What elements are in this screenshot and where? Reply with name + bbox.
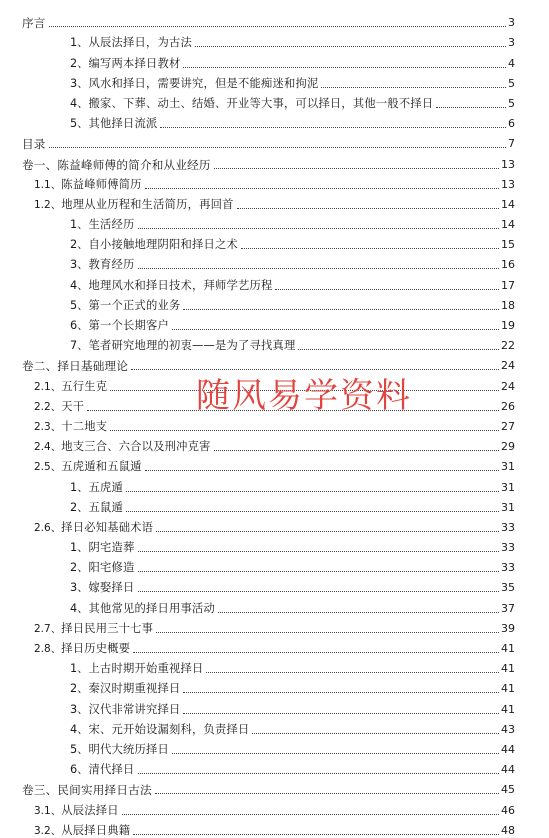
dot-leader bbox=[183, 66, 506, 68]
toc-entry-page-number: 33 bbox=[501, 541, 515, 555]
dot-leader bbox=[298, 348, 499, 350]
toc-entry-page-number: 46 bbox=[501, 803, 515, 817]
toc-entry[interactable] bbox=[0, 172, 549, 192]
toc-entry[interactable] bbox=[0, 474, 549, 494]
toc-entry[interactable] bbox=[0, 495, 549, 515]
toc-entry-title: 生活经历 bbox=[88, 218, 135, 232]
toc-entry-page-number: 33 bbox=[501, 520, 515, 534]
toc-entry-number: 3.1、 bbox=[34, 804, 62, 817]
toc-entry-title: 搬家、下葬、动土、结婚、开业等大事，可以择日，其他一般不择日 bbox=[88, 96, 434, 110]
dot-leader bbox=[321, 86, 506, 88]
toc-entry-page-number: 5 bbox=[508, 96, 515, 110]
toc-entry-title: 笔者研究地理的初衷——是为了寻找真理 bbox=[88, 339, 296, 353]
toc-entry-title: 序言 bbox=[22, 16, 46, 31]
toc-entry-number: 5、 bbox=[70, 298, 89, 312]
toc-entry-page-number: 18 bbox=[501, 298, 515, 312]
dot-leader bbox=[172, 752, 499, 754]
dot-leader bbox=[133, 651, 499, 653]
toc-entry-title: 自小接触地理阴阳和择日之术 bbox=[88, 238, 238, 252]
toc-entry-page-number: 13 bbox=[501, 177, 515, 191]
toc-entry-number: 3、 bbox=[70, 581, 89, 595]
toc-entry-page-number: 4 bbox=[508, 56, 515, 70]
toc-entry-title: 清代择日 bbox=[88, 763, 135, 777]
toc-entry-number: 5、 bbox=[70, 117, 89, 131]
toc-entry-number: 2.1、 bbox=[34, 380, 62, 393]
toc-entry-title: 第一个长期客户 bbox=[88, 319, 169, 332]
dot-leader bbox=[138, 772, 500, 774]
toc-entry-page-number: 45 bbox=[501, 783, 515, 797]
toc-entry-number: 2.4、 bbox=[34, 441, 62, 454]
dot-leader bbox=[138, 570, 500, 572]
dot-leader bbox=[126, 510, 499, 512]
toc-entry-title: 阴宅造葬 bbox=[88, 541, 135, 555]
toc-entry[interactable] bbox=[0, 595, 549, 615]
toc-entry-page-number: 48 bbox=[501, 823, 515, 837]
toc-entry[interactable] bbox=[0, 10, 549, 30]
toc-entry-title: 从辰法择日 bbox=[61, 803, 119, 817]
dot-leader bbox=[183, 712, 499, 714]
toc-entry[interactable] bbox=[0, 515, 549, 535]
toc-entry-number: 1.1、 bbox=[34, 178, 62, 191]
toc-entry[interactable] bbox=[0, 434, 549, 454]
toc-entry-title: 风水和择日，需要讲究，但是不能痴迷和拘泥 bbox=[88, 76, 319, 90]
dot-leader bbox=[138, 590, 500, 592]
toc-entry[interactable] bbox=[0, 50, 549, 70]
toc-entry-title: 择日必知基础术语 bbox=[61, 520, 154, 534]
toc-entry[interactable] bbox=[0, 535, 549, 555]
toc-entry-number: 2.3、 bbox=[34, 420, 62, 433]
toc-entry-page-number: 31 bbox=[501, 500, 515, 514]
toc-entry-number: 2.7、 bbox=[34, 622, 62, 635]
toc-entry[interactable] bbox=[0, 111, 549, 131]
toc-entry-page-number: 44 bbox=[501, 763, 515, 777]
dot-leader bbox=[145, 187, 499, 189]
toc-entry-title: 地理风水和择日技术，拜师学艺历程 bbox=[88, 278, 273, 292]
toc-entry-page-number: 17 bbox=[501, 278, 515, 292]
dot-leader bbox=[122, 813, 499, 815]
toc-entry[interactable] bbox=[0, 131, 549, 151]
toc-entry-page-number: 26 bbox=[501, 399, 515, 413]
toc-entry-title: 五鼠遁 bbox=[88, 500, 123, 514]
toc-entry[interactable] bbox=[0, 252, 549, 272]
toc-entry-number: 4、 bbox=[70, 601, 89, 615]
dot-leader bbox=[156, 530, 499, 532]
toc-entry-title: 其他择日流派 bbox=[88, 117, 158, 131]
toc-entry[interactable] bbox=[0, 333, 549, 353]
toc-entry-title: 目录 bbox=[22, 137, 46, 152]
dot-leader bbox=[241, 247, 499, 249]
dot-leader bbox=[214, 167, 499, 169]
toc-entry[interactable] bbox=[0, 737, 549, 757]
toc-entry[interactable] bbox=[0, 656, 549, 676]
toc-entry-number: 6、 bbox=[70, 319, 89, 332]
toc-entry-number: 7、 bbox=[70, 339, 89, 353]
toc-entry[interactable] bbox=[0, 797, 549, 817]
toc-entry-number: 6、 bbox=[70, 763, 89, 777]
toc-entry[interactable] bbox=[0, 757, 549, 777]
toc-entry[interactable] bbox=[0, 272, 549, 292]
toc-entry[interactable] bbox=[0, 30, 549, 50]
toc-entry-title: 卷一、陈益峰师傅的简介和从业经历 bbox=[22, 157, 211, 172]
toc-entry-page-number: 43 bbox=[501, 722, 515, 736]
toc-entry-number: 2、 bbox=[70, 56, 89, 70]
toc-entry-title: 秦汉时期重视择日 bbox=[88, 682, 181, 696]
toc-entry-number: 3、 bbox=[70, 702, 89, 716]
toc-entry-page-number: 16 bbox=[501, 258, 515, 272]
dot-leader bbox=[133, 833, 499, 835]
toc-entry-title: 编写两本择日教材 bbox=[88, 56, 181, 70]
toc-entry-page-number: 41 bbox=[501, 642, 515, 655]
dot-leader bbox=[155, 792, 499, 794]
toc-entry-number: 3、 bbox=[70, 76, 89, 90]
toc-entry-title: 汉代非常讲究择日 bbox=[88, 702, 181, 716]
toc-entry-page-number: 27 bbox=[501, 419, 515, 433]
toc-entry-number: 2、 bbox=[70, 500, 89, 514]
toc-entry-number: 2、 bbox=[70, 238, 89, 252]
toc-entry-title: 卷二、择日基础理论 bbox=[22, 359, 129, 374]
toc-entry-page-number: 33 bbox=[501, 561, 515, 575]
dot-leader bbox=[156, 631, 499, 633]
toc-entry-page-number: 37 bbox=[501, 601, 515, 615]
toc-entry-title: 从辰法择日，为古法 bbox=[88, 36, 192, 50]
toc-entry-page-number: 6 bbox=[508, 117, 515, 131]
toc-entry-title: 宋、元开始设漏刻科，负责择日 bbox=[88, 722, 250, 736]
dot-leader bbox=[237, 207, 499, 209]
toc-entry[interactable] bbox=[0, 777, 549, 797]
toc-entry-title: 陈益峰师傅简历 bbox=[61, 177, 142, 191]
toc-entry-page-number: 44 bbox=[501, 742, 515, 756]
dot-leader bbox=[160, 126, 506, 128]
toc-entry[interactable] bbox=[0, 696, 549, 716]
toc-entry-page-number: 19 bbox=[501, 319, 515, 332]
toc-entry-page-number: 22 bbox=[501, 339, 515, 353]
toc-entry-number: 1、 bbox=[70, 218, 89, 232]
toc-entry-title: 上古时期开始重视择日 bbox=[88, 662, 204, 676]
toc-entry[interactable] bbox=[0, 71, 549, 91]
table-of-contents bbox=[0, 10, 549, 838]
toc-entry[interactable] bbox=[0, 717, 549, 737]
dot-leader bbox=[436, 106, 506, 108]
toc-entry-number: 2.5、 bbox=[34, 461, 62, 474]
toc-entry-page-number: 35 bbox=[501, 581, 515, 595]
toc-entry[interactable] bbox=[0, 616, 549, 636]
toc-entry-page-number: 13 bbox=[501, 157, 515, 171]
dot-leader bbox=[138, 550, 500, 552]
dot-leader bbox=[49, 146, 506, 148]
toc-entry-page-number: 41 bbox=[501, 702, 515, 716]
toc-entry-page-number: 31 bbox=[501, 480, 515, 494]
toc-entry-page-number: 7 bbox=[508, 137, 515, 151]
dot-leader bbox=[195, 45, 506, 47]
toc-entry-page-number: 14 bbox=[501, 197, 515, 211]
toc-entry-page-number: 3 bbox=[508, 36, 515, 50]
dot-leader bbox=[183, 308, 499, 310]
toc-entry-title: 地支三合、六合以及刑冲克害 bbox=[61, 440, 211, 454]
toc-entry[interactable] bbox=[0, 151, 549, 171]
toc-entry-number: 2.8、 bbox=[34, 643, 62, 655]
toc-entry-title: 阳宅修造 bbox=[88, 561, 135, 575]
toc-entry-number: 3.2、 bbox=[34, 824, 62, 837]
toc-entry-number: 2、 bbox=[70, 682, 89, 696]
toc-entry[interactable] bbox=[0, 313, 549, 333]
toc-entry-number: 5、 bbox=[70, 742, 89, 756]
dot-leader bbox=[252, 732, 499, 734]
dot-leader bbox=[138, 267, 500, 269]
toc-entry-page-number: 5 bbox=[508, 76, 515, 90]
toc-entry-title: 第一个正式的业务 bbox=[88, 298, 181, 312]
toc-entry-page-number: 39 bbox=[501, 621, 515, 635]
toc-entry-title: 天干 bbox=[61, 399, 85, 413]
dot-leader bbox=[206, 671, 499, 673]
watermark: 随风易学资料 bbox=[196, 376, 412, 416]
toc-entry-title: 五虎遁 bbox=[88, 480, 123, 494]
toc-entry-title: 五虎遁和五鼠遁 bbox=[61, 460, 142, 474]
toc-entry-title: 明代大统历择日 bbox=[88, 742, 169, 756]
toc-entry[interactable] bbox=[0, 293, 549, 313]
dot-leader bbox=[145, 469, 499, 471]
dot-leader bbox=[172, 328, 499, 330]
dot-leader bbox=[183, 691, 499, 693]
toc-entry[interactable] bbox=[0, 555, 549, 575]
toc-entry-number: 3、 bbox=[70, 258, 89, 272]
toc-entry[interactable] bbox=[0, 212, 549, 232]
toc-entry-page-number: 41 bbox=[501, 662, 515, 676]
dot-leader bbox=[218, 611, 499, 613]
toc-entry-page-number: 24 bbox=[501, 359, 515, 373]
toc-entry-title: 从辰择日典籍 bbox=[61, 823, 131, 837]
toc-entry-title: 五行生克 bbox=[61, 379, 108, 393]
toc-entry[interactable] bbox=[0, 636, 549, 656]
toc-entry-number: 1、 bbox=[70, 541, 89, 555]
toc-entry-title: 十二地支 bbox=[61, 419, 108, 433]
toc-entry-number: 2.2、 bbox=[34, 400, 62, 413]
toc-entry-page-number: 29 bbox=[501, 440, 515, 454]
toc-entry[interactable] bbox=[0, 676, 549, 696]
toc-entry-page-number: 31 bbox=[501, 460, 515, 474]
dot-leader bbox=[126, 490, 499, 492]
dot-leader bbox=[110, 429, 499, 431]
toc-entry-title: 其他常见的择日用事活动 bbox=[88, 601, 215, 615]
toc-entry-title: 择日民用三十七事 bbox=[61, 621, 154, 635]
toc-entry-number: 1、 bbox=[70, 480, 89, 494]
toc-entry[interactable] bbox=[0, 91, 549, 111]
toc-entry-number: 2、 bbox=[70, 561, 89, 575]
toc-entry-number: 1.2、 bbox=[34, 198, 62, 211]
toc-entry-title: 地理从业历程和生活简历，再回首 bbox=[61, 197, 234, 211]
toc-entry[interactable] bbox=[0, 818, 549, 838]
toc-entry[interactable] bbox=[0, 454, 549, 474]
toc-entry-number: 4、 bbox=[70, 96, 89, 110]
toc-entry-title: 择日历史概要 bbox=[61, 642, 131, 655]
toc-entry-page-number: 15 bbox=[501, 238, 515, 252]
toc-entry-title: 教育经历 bbox=[88, 258, 135, 272]
dot-leader bbox=[138, 227, 500, 229]
toc-entry-number: 2.6、 bbox=[34, 521, 62, 534]
toc-entry[interactable] bbox=[0, 232, 549, 252]
toc-entry-page-number: 14 bbox=[501, 218, 515, 232]
toc-entry-title: 嫁娶择日 bbox=[88, 581, 135, 595]
toc-entry-number: 1、 bbox=[70, 36, 89, 50]
toc-entry[interactable] bbox=[0, 575, 549, 595]
dot-leader bbox=[275, 288, 499, 290]
toc-entry-page-number: 24 bbox=[501, 379, 515, 393]
toc-entry-page-number: 41 bbox=[501, 682, 515, 696]
toc-entry-number: 4、 bbox=[70, 278, 89, 292]
toc-entry-page-number: 3 bbox=[508, 16, 515, 30]
toc-entry-title: 卷三、民间实用择日古法 bbox=[22, 783, 152, 798]
toc-entry-number: 4、 bbox=[70, 722, 89, 736]
toc-entry[interactable] bbox=[0, 192, 549, 212]
toc-page bbox=[0, 10, 549, 837]
dot-leader bbox=[49, 25, 506, 27]
toc-entry-number: 1、 bbox=[70, 662, 89, 676]
dot-leader bbox=[214, 449, 499, 451]
